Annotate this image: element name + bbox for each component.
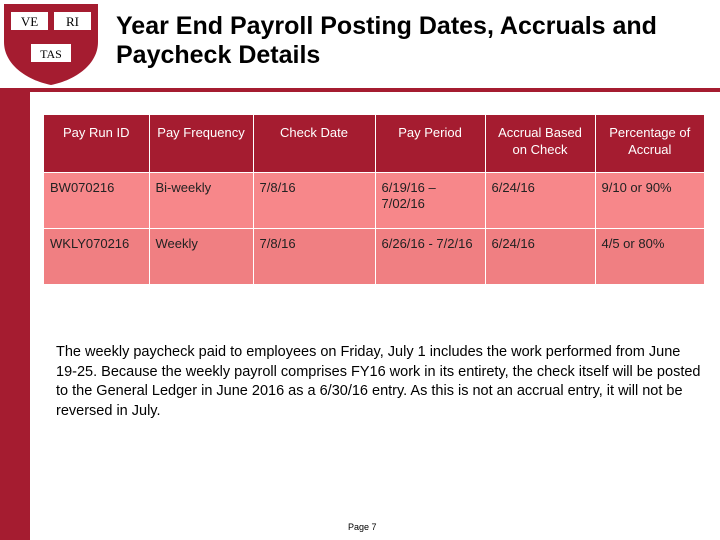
header-pay-period: Pay Period [375,115,485,172]
cell-pay-run-id: WKLY070216 [44,228,149,284]
harvard-shield-icon [2,2,100,86]
header-pay-run-id: Pay Run ID [44,115,149,172]
logo-text-ve: VE [20,14,39,29]
cell-pay-period: 6/26/16 - 7/2/16 [375,228,485,284]
cell-check-date: 7/8/16 [253,228,375,284]
payroll-table-container [44,115,704,284]
table-row [44,172,704,228]
logo-text-ri: RI [66,14,79,29]
payroll-table [44,115,704,284]
explanation-paragraph: The weekly paycheck paid to employees on Friday, July 1 includes the work performed from June 19-25. Because the weekly payroll comprises FY16 work in its entirety, the check itself will be posted to the General Ledger in June 2016 as a 6/30/16 entry. As this is not an accrual entry, it will not be reversed in July. [56,344,701,419]
cell-accrual-percentage: 4/5 or 80% [595,228,704,284]
page-number: Page 7 [348,522,377,532]
header-check-date: Check Date [253,115,375,172]
cell-accrual-date: 6/24/16 [485,172,595,228]
cell-pay-frequency: Bi-weekly [149,172,253,228]
header-pay-frequency: Pay Frequency [149,115,253,172]
table-header-row [44,115,704,172]
header-accrual-based-on-check: Accrual Based on Check [485,115,595,172]
logo-text-tas: TAS [40,47,62,61]
cell-pay-frequency: Weekly [149,228,253,284]
table-row [44,228,704,284]
cell-accrual-percentage: 9/10 or 90% [595,172,704,228]
cell-pay-run-id: BW070216 [44,172,149,228]
cell-pay-period: 6/19/16 – 7/02/16 [375,172,485,228]
side-accent-bar [0,92,30,540]
page-title: Year End Payroll Posting Dates, Accruals and Paycheck Details [116,12,657,69]
cell-accrual-date: 6/24/16 [485,228,595,284]
cell-check-date: 7/8/16 [253,172,375,228]
title-divider [0,88,720,92]
header-percentage-of-accrual: Percentage of Accrual [595,115,704,172]
